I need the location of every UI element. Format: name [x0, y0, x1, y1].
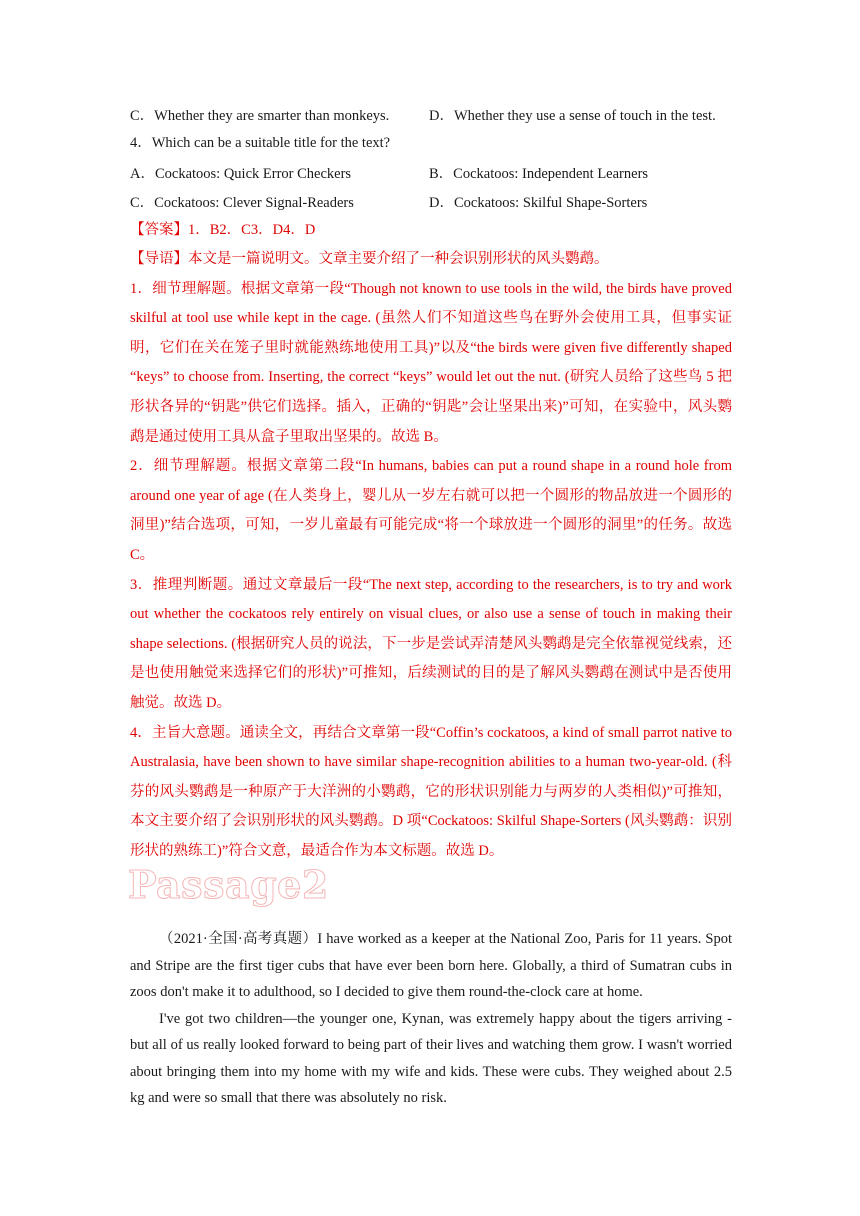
- q4-options-row-1: [130, 158, 732, 187]
- q3-option-c: C．Whether they are smarter than monkeys.: [130, 108, 390, 124]
- passage-paragraph-1: （2021·全国·高考真题）I have worked as a keeper at the National Zoo, Paris for 11 years. Spot and Stripe are the first tiger cubs that have ever been born here. Globally, a third of Sumatran cubs in zoos don't make it to adulthood, so I decided to give them round-the-clock care at home.: [130, 931, 732, 1000]
- explanation-q3: 3．推理判断题。通过文章最后一段“The next step, according to the researchers, is to try and work out whether the cockatoos rely entirely on visual clues, or also use a sense of touch in making their shape selections. (根据研究人员的说法，下一步是尝试弄清楚风头鹦鹉是完全依靠视觉线索，还是也使用触觉来选择它们的形状)”可推知，后续测试的目的是了解风头鹦鹉在测试中是否使用触觉。故选 D。: [130, 576, 732, 711]
- explanation: [130, 245, 732, 866]
- q4-option-c: C．Cockatoos: Clever Signal-Readers: [130, 195, 354, 211]
- q4-stem: 4．Which can be a suitable title for the text?: [130, 135, 391, 151]
- answer-key: 【答案】1．B2．C3．D4．D: [130, 222, 316, 238]
- q4-options-row-2: [130, 187, 732, 216]
- passage-title: Passage2: [128, 862, 329, 907]
- explanation-q2: 2．细节理解题。根据文章第二段“In humans, babies can put a round shape in a round hole from around one year of age (在人类身上，婴儿从一岁左右就可以把一个圆形的物品放进一个圆形的洞里)”结合选项，可知，一岁儿童最有可能完成“将一个球放进一个圆形的洞里”的任务。故选 C。: [130, 458, 732, 563]
- explanation-q4: 4．主旨大意题。通读全文，再结合文章第一段“Coffin’s cockatoos, a kind of small parrot native to Australasia, have been shown to have similar shape-recognition abilities to a human two-year-old. (科芬的风头鹦鹉是一种原产于大洋洲的小鹦鹉，它的形状识别能力与两岁的人类相似)”可推知，本文主要介绍了会识别形状的风头鹦鹉。D 项“Cockatoos: Skilful Shape-Sorters (风头鹦鹉：识别形状的熟练工)”符合文意，最适合作为本文标题。故选 D。: [130, 724, 732, 859]
- q4-option-b: B．Cockatoos: Independent Learners: [429, 166, 649, 182]
- passage-paragraph-2: I've got two children—the younger one, Kynan, was extremely happy about the tigers arriving - but all of us really looked forward to being part of their lives and watching them grow. I wasn't worried about bringing them into my home with my wife and kids. These were cubs. They weighed about 2.5 kg and were so small that there was absolutely no risk.: [130, 1010, 732, 1106]
- q3-options-row: [130, 100, 732, 129]
- question-section: [130, 100, 732, 866]
- passage-body: [130, 926, 732, 1112]
- explanation-q1: 1．细节理解题。根据文章第一段“Though not known to use tools in the wild, the birds have proved skilful at tool use while kept in the cage. (虽然人们不知道这些鸟在野外会使用工具，但事实证明，它们在关在笼子里时就能熟练地使用工具)”以及“the birds were given five differently shaped “keys” to choose from. Inserting, the correct “keys” would let out the nut. (研究人员给了这些鸟 5 把形状各异的“钥匙”供它们选择。插入，正确的“钥匙”会让坚果出来)”可知，在实验中，风头鹦鹉是通过使用工具从盒子里取出坚果的。故选 B。: [130, 280, 732, 445]
- explanation-intro: 【导语】本文是一篇说明文。文章主要介绍了一种会识别形状的风头鹦鹉。: [130, 251, 609, 267]
- q4-option-a: A．Cockatoos: Quick Error Checkers: [130, 166, 352, 182]
- q4-option-d: D．Cockatoos: Skilful Shape-Sorters: [429, 195, 648, 211]
- q3-option-d: D．Whether they use a sense of touch in the test.: [429, 108, 716, 124]
